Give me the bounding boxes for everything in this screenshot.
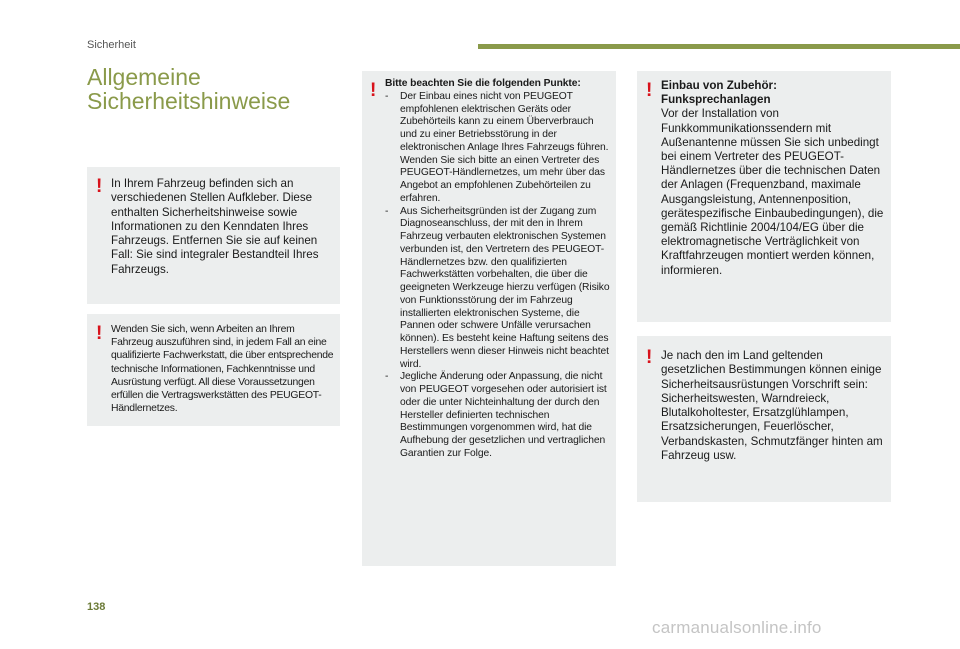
page-number: 138 xyxy=(87,601,106,613)
warning-icon: ! xyxy=(96,323,103,344)
radio-text xyxy=(661,79,890,278)
warning-icon: ! xyxy=(96,176,103,197)
workshop-notice-text: Wenden Sie sich, wenn Arbeiten an Ihrem Fahrzeug auszuführen sind, in jedem Fall an eine qualifizierte Fachwerkstatt, die über entsprechende technische Informationen, Fachkenntnisse und Ausrüstung verfügt. All diese Voraussetzungen erfüllen die Vertragswerkstätten des PEUGEOT-Händlernetzes. xyxy=(111,324,334,415)
list-dash: - xyxy=(385,205,389,217)
page-title xyxy=(87,65,357,113)
info-box-points xyxy=(362,71,616,566)
list-item xyxy=(385,91,613,206)
equipment-text: Je nach den im Land geltenden gesetzlichen Bestimmungen können einige Sicherheitsausrüstungen Vorschrift sein: Sicherheitswesten, Warndreieck, Blutalkoholtester, Ersatzglühlampen, Ersatzsicherungen, Feuerlöscher, Verbandskasten, Schmutzfänger hinten am Fahrzeug usw. xyxy=(661,349,883,463)
points-text xyxy=(385,78,613,461)
list-dash: - xyxy=(385,90,389,102)
info-box-labels xyxy=(87,167,340,304)
page-title-line1: Allgemeine xyxy=(87,64,201,90)
info-box-radio xyxy=(637,71,891,322)
watermark: carmanualsonline.info xyxy=(652,618,822,637)
page-title-line2: Sicherheitshinweise xyxy=(87,88,291,114)
section-label: Sicherheit xyxy=(87,39,136,51)
list-item-text: Aus Sicherheitsgründen ist der Zugang zum Diagnoseanschluss, der mit den in Ihrem Fahrzeug verbauten elektronischen Systemen verbunden ist, den Vertretern des PEUGEOT-Händlernetzes bzw. den qualifizierten Fachwerkstätten vorbehalten, die über die geeigneten Werkzeuge hierzu verfügen (Risiko von Funktionsstörung der im Fahrzeug installierten elektronischen Systeme, die Pannen oder schwere Unfälle verursachen können). Es besteht keine Haftung seitens des Herstellers wenn dieser Hinweis nicht beachtet wird. xyxy=(400,205,610,370)
radio-heading-line1: Einbau von Zubehör: xyxy=(661,79,777,92)
list-item xyxy=(385,206,613,372)
list-item-text: Der Einbau eines nicht von PEUGEOT empfohlenen elektrischen Geräts oder Zubehörteils kann zu einem Überverbrauch und zu einer Betriebsstörung in der elektronischen Anlage Ihres Fahrzeugs führen. Wenden Sie sich bitte an einen Vertreter des PEUGEOT-Händlernetzes, um mehr über das Angebot an empfohlenen Zubehörteilen zu erfahren. xyxy=(400,90,609,204)
header-accent-bar xyxy=(478,44,960,49)
list-item-text: Jegliche Änderung oder Anpassung, die nicht von PEUGEOT vorgesehen oder autorisiert ist oder die unter Nichteinhaltung der durch den Hersteller definierten technischen Bestimmungen vorgenommen wird, hat die Aufhebung der gesetzlichen und vertraglichen Garantien zur Folge. xyxy=(400,371,607,459)
warning-icon: ! xyxy=(646,347,653,368)
info-box-equipment xyxy=(637,336,891,502)
labels-notice-text: In Ihrem Fahrzeug befinden sich an verschiedenen Stellen Aufkleber. Diese enthalten Sicherheitshinweise sowie Informationen zu den Kenndaten Ihres Fahrzeugs. Entfernen Sie sie auf keinen Fall: Sie sind integraler Bestandteil Ihres Fahrzeugs. xyxy=(111,177,319,276)
points-heading: Bitte beachten Sie die folgenden Punkte: xyxy=(385,78,581,89)
warning-icon: ! xyxy=(370,80,377,101)
list-item xyxy=(385,371,613,460)
radio-body: Vor der Installation von Funkkommunikationssendern mit Außenantenne müssen Sie sich unbedingt bei einem Vertreter des PEUGEOT-Händlernetzes über die technischen Daten der Anlagen (Frequenzband, maximale Ausgangsleistung, Antennenposition, gerätespezifische Einbaubedingungen), die gemäß Richtlinie 2004/104/EG über die elektromagnetische Verträglichkeit von Kraftfahrzeugen montiert werden können, informieren. xyxy=(661,107,884,277)
warning-icon: ! xyxy=(646,80,653,101)
info-box-workshop xyxy=(87,314,340,426)
list-dash: - xyxy=(385,371,389,383)
radio-heading-line2: Funksprechanlagen xyxy=(661,93,771,107)
